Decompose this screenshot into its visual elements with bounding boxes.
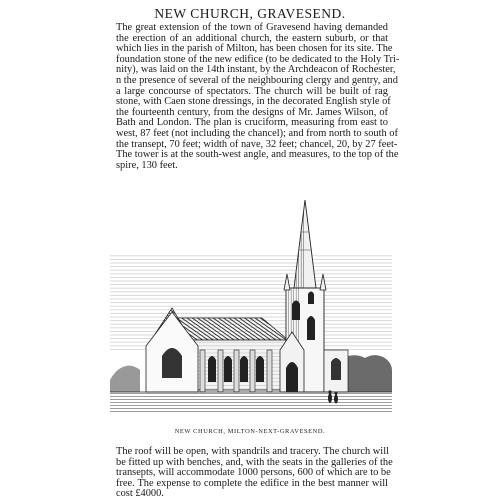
text-line: Bath and London. The plan is cruciform, measuring from east to <box>116 117 388 129</box>
text-line: which lies in the parish of Milton, has been chosen for its site. The <box>116 43 393 55</box>
text-line: be fitted up with benches, and, with the seats in the galleries of the <box>116 456 393 468</box>
text-line: west, 87 feet (not including the chancel); and from north to south of <box>116 127 398 139</box>
text-line: cost £4000. <box>116 488 164 500</box>
article-title: NEW CHURCH, GRAVESEND. <box>154 6 346 21</box>
ground <box>110 392 392 412</box>
trees-left <box>110 366 140 392</box>
text-line: the fourteenth century, from the designs of Mr. James Wilson, of <box>116 106 388 118</box>
article-paragraph-1 <box>116 22 400 171</box>
text-line: nity), was laid on the 14th instant, by the Archdeacon of Rochester, <box>116 64 396 76</box>
text-line: free. The expense to complete the edifice in the best manner will <box>116 477 388 489</box>
text-line: the transept, 70 feet; width of nave, 32 feet; chancel, 20, by 27 feet- <box>116 138 398 150</box>
text-line: The great extension of the town of Gravesend having demanded <box>116 22 388 33</box>
text-line: stone, with Caen stone dressings, in the decorated English style of <box>116 96 391 108</box>
text-line: a large concourse of spectators. The church will be built of rag <box>116 85 388 97</box>
church-engraving <box>110 200 392 412</box>
text-line: n the presence of several of the neighbouring clergy and gentry, and <box>116 74 398 86</box>
tower-door <box>286 362 298 392</box>
text-line: spire, 130 feet. <box>116 159 178 171</box>
text-line: foundation stone of the new edifice (to be dedicated to the Holy Tri- <box>116 53 400 65</box>
text-line: transepts, will accommodate 1000 persons, 600 of which are to be <box>116 467 391 479</box>
article-paragraph-2 <box>116 446 393 500</box>
text-line: The tower is at the south-west angle, and measures, to the top of the <box>116 149 399 161</box>
text-line: the erection of an additional church, the eastern suburb, or that <box>116 32 388 44</box>
engraving-caption: NEW CHURCH, MILTON-NEXT-GRAVESEND. <box>174 428 326 435</box>
text-line: The roof will be open, with spandrils and tracery. The church will <box>116 446 389 457</box>
